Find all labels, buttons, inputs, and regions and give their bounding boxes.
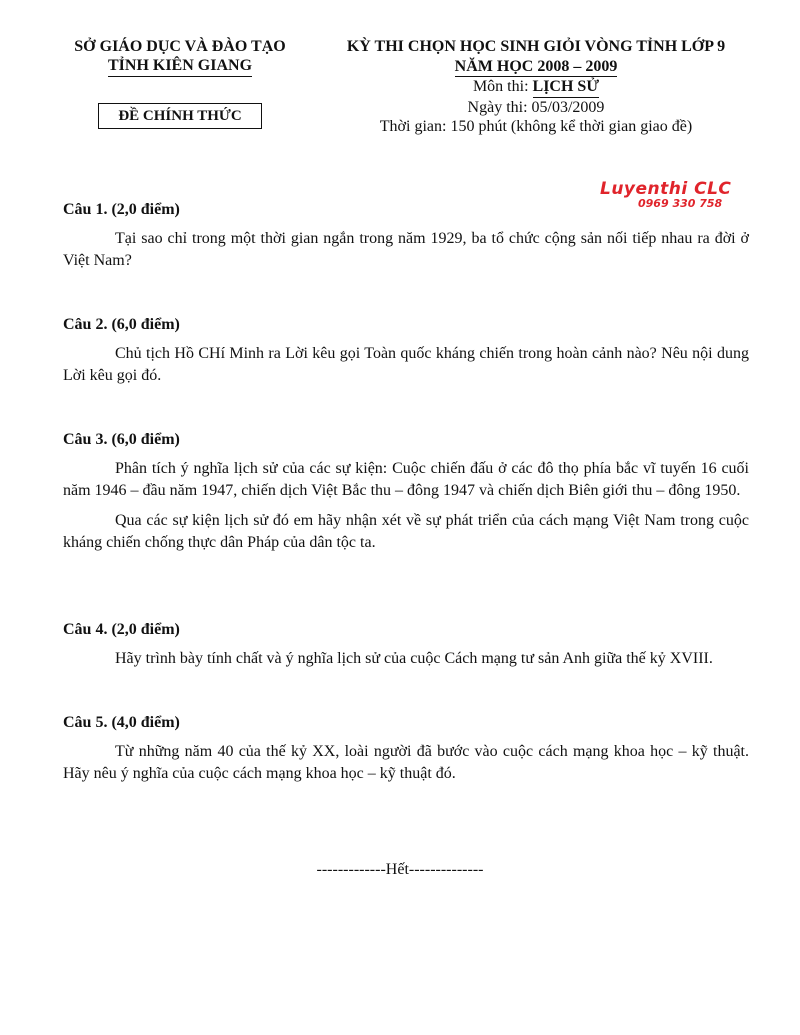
question-text: Tại sao chỉ trong một thời gian ngắn trong năm 1929, ba tổ chức cộng sản nối tiếp nhau ra đời ở Việt Nam? [63,230,749,269]
end-marker: -------------Hết-------------- [316,861,484,878]
question-5 [63,713,749,785]
question-text: Hãy trình bày tính chất và ý nghĩa lịch sử của cuộc Cách mạng tư sản Anh giữa thế kỷ XVIII. [115,650,713,667]
school-year: NĂM HỌC 2008 – 2009 [455,57,618,78]
subject-label: Môn thi: [472,78,533,95]
issuer-line-2: TỈNH KIÊN GIANG [108,56,252,77]
watermark-name: Luyenthi CLC [600,179,732,199]
question-2 [63,315,749,387]
issuer-block [55,37,305,77]
question-title: Câu 3. (6,0 điểm) [63,431,180,448]
question-title: Câu 1. (2,0 điểm) [63,201,180,218]
question-text: Chủ tịch Hồ CHí Minh ra Lời kêu gọi Toàn quốc kháng chiến trong hoàn cảnh nào? Nêu nội dung Lời kêu gọi đó. [63,345,749,384]
official-exam-box: ĐỀ CHÍNH THỨC [98,103,262,129]
exam-info-block [322,37,750,137]
question-title: Câu 5. (4,0 điểm) [63,714,180,731]
exam-date: Ngày thi: 05/03/2009 [467,98,605,116]
question-title: Câu 4. (2,0 điểm) [63,621,180,638]
question-title: Câu 2. (6,0 điểm) [63,316,180,333]
subject-name: LỊCH SỬ [533,77,600,98]
subject-line [322,77,750,98]
question-text: Từ những năm 40 của thế kỷ XX, loài người đã bước vào cuộc cách mạng khoa học – kỹ thuật. Hãy nêu ý nghĩa của cuộc cách mạng khoa học – kỹ thuật đó. [63,743,749,782]
question-1 [63,197,749,272]
issuer-line-1: SỞ GIÁO DỤC VÀ ĐÀO TẠO [74,38,286,55]
question-4 [63,620,749,670]
watermark-phone: 0969 330 758 [638,197,723,210]
exam-duration: Thời gian: 150 phút (không kể thời gian giao đề) [379,118,693,135]
question-text: Qua các sự kiện lịch sử đó em hãy nhận xét về sự phát triển của cách mạng Việt Nam trong cuộc kháng chiến chống thực dân Pháp của dân tộc ta. [63,512,749,551]
question-text: Phân tích ý nghĩa lịch sử của các sự kiện: Cuộc chiến đấu ở các đô thọ phía bắc vĩ tuyến 16 cuối năm 1946 – đầu năm 1947, chiến dịch Việt Bắc thu – đông 1947 và chiến dịch Biên giới thu – đông 1950. [63,460,749,499]
question-3 [63,430,749,554]
exam-title: KỲ THI CHỌN HỌC SINH GIỎI VÒNG TỈNH LỚP 9 [346,38,726,55]
